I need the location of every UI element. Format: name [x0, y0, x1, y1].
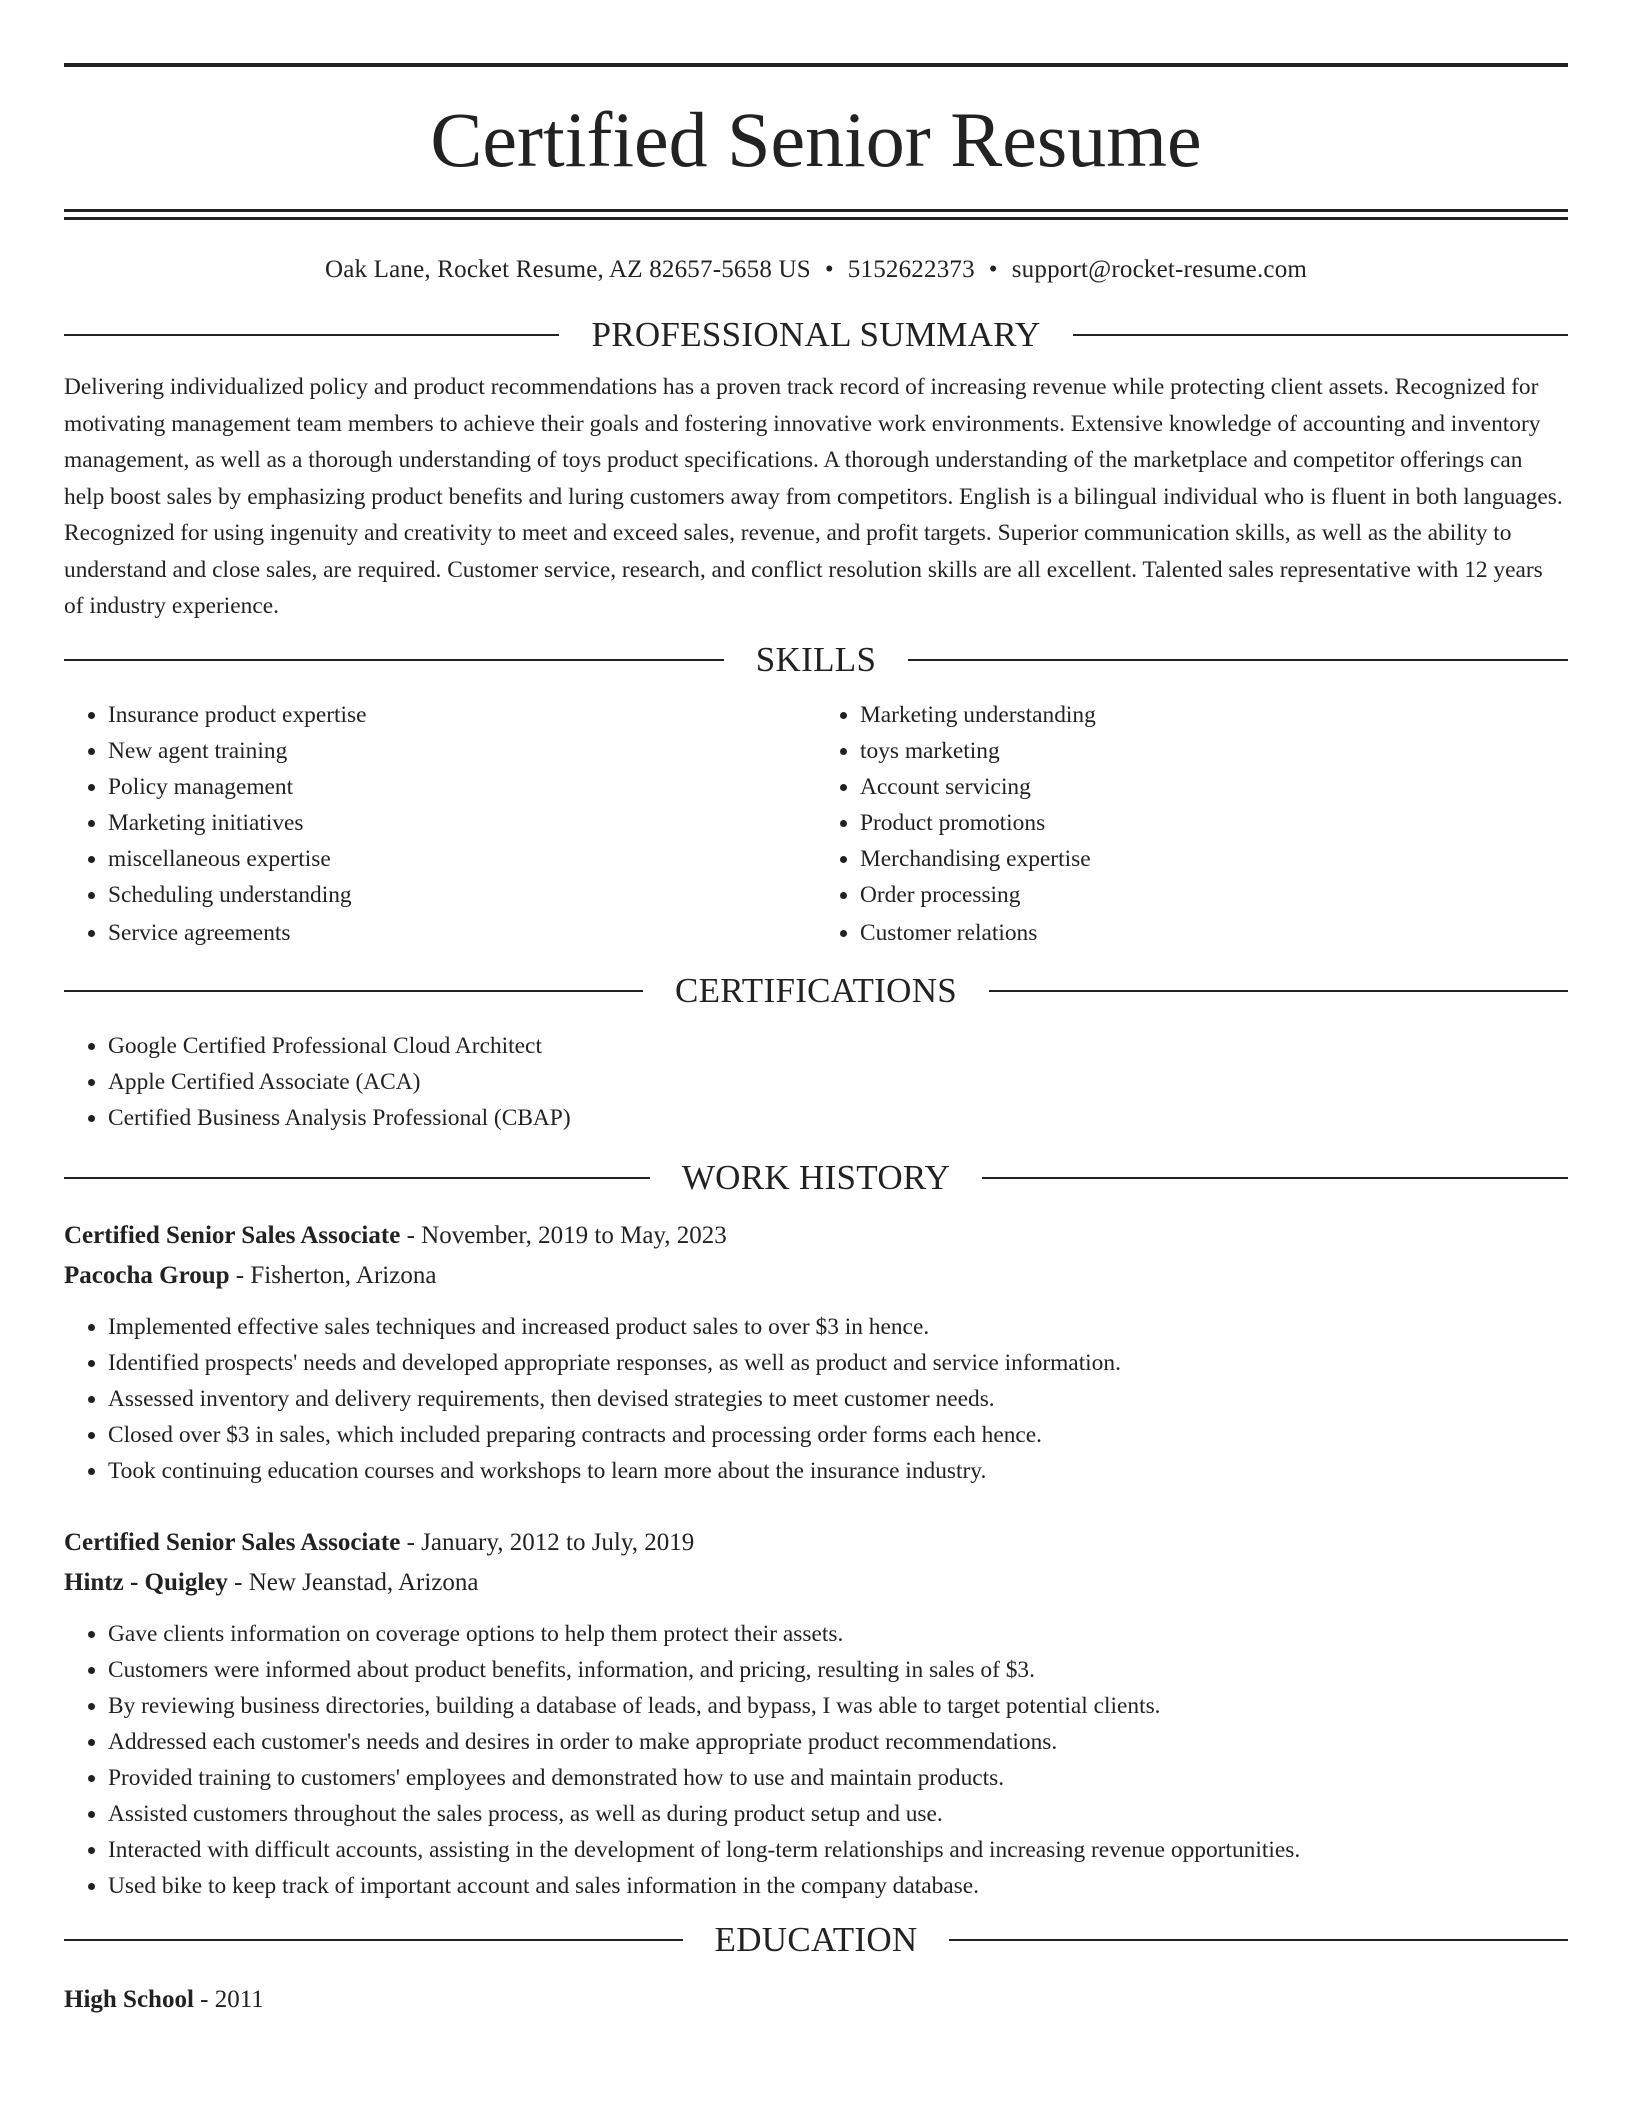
- job-title: Certified Senior Sales Associate: [64, 1528, 401, 1556]
- resume-page: [64, 0, 1568, 2020]
- education-heading-label: EDUCATION: [714, 1919, 918, 1959]
- contact-line: [64, 256, 1568, 284]
- list-item: • miscellaneous expertise: [108, 841, 816, 877]
- list-item: • Interacted with difficult accounts, assisting in the development of long-term relationships and increasing revenue opportunities.: [108, 1832, 1568, 1868]
- job-location: - New Jeanstad, Arizona: [234, 1568, 479, 1596]
- list-item: • Assisted customers throughout the sales process, as well as during product setup and use.: [108, 1796, 1568, 1832]
- list-item: • toys marketing: [860, 733, 1568, 769]
- skills-column-right: [816, 697, 1568, 951]
- list-item: • Identified prospects' needs and developed appropriate responses, as well as product and service information.: [108, 1345, 1568, 1381]
- certifications-heading: [64, 971, 1568, 1011]
- contact-email: support@rocket-resume.com: [1011, 256, 1308, 283]
- top-rule: [64, 63, 1568, 67]
- work-heading-label: WORK HISTORY: [681, 1157, 951, 1197]
- heading-rule: [64, 1177, 650, 1179]
- heading-rule: [64, 334, 559, 336]
- job-entry: [64, 1523, 1568, 1904]
- job-title: Certified Senior Sales Associate: [64, 1221, 401, 1249]
- list-item: • Marketing understanding: [860, 697, 1568, 733]
- list-item: • Service agreements: [108, 915, 816, 951]
- list-item: • Merchandising expertise: [860, 841, 1568, 877]
- heading-rule: [949, 1939, 1568, 1941]
- list-item: • Customer relations: [860, 915, 1568, 951]
- list-item: • Account servicing: [860, 769, 1568, 805]
- list-item: • Assessed inventory and delivery requirements, then devised strategies to meet customer needs.: [108, 1381, 1568, 1417]
- summary-heading: [64, 315, 1568, 355]
- contact-address: Oak Lane, Rocket Resume, AZ 82657-5658 US: [324, 256, 811, 283]
- heading-rule: [1073, 334, 1568, 336]
- heading-rule: [64, 659, 724, 661]
- skills-heading: [64, 640, 1568, 680]
- work-heading: [64, 1158, 1568, 1198]
- contact-phone: 5152622373: [847, 256, 975, 283]
- list-item: • Google Certified Professional Cloud Architect: [108, 1028, 1568, 1064]
- job-company: Pacocha Group: [64, 1261, 230, 1289]
- education-heading: [64, 1920, 1568, 1960]
- certifications-list: [64, 1028, 1568, 1136]
- skills-list: [64, 697, 1568, 951]
- summary-text: Delivering individualized policy and product recommendations has a proven track record of increasing revenue while protecting client assets. Recognized for motivating management team members to achieve their goals and fostering innovative work environments. Extensive knowledge of accounting and inventory management, as well as a thorough understanding of toys product specifications. A thorough understanding of the marketplace and competitor offerings can help boost sales by emphasizing product benefits and luring customers away from competitors. English is a bilingual individual who is fluent in both languages. Recognized for using ingenuity and creativity to meet and exceed sales, revenue, and profit targets. Superior communication skills, as well as the ability to understand and close sales, are required. Customer service, research, and conflict resolution skills are all excellent. Talented sales representative with 12 years of industry experience.: [64, 374, 1563, 619]
- heading-rule: [64, 990, 643, 992]
- list-item: • Apple Certified Associate (ACA): [108, 1064, 1568, 1100]
- list-item: • Customers were informed about product benefits, information, and pricing, resulting in sales of $3.: [108, 1652, 1568, 1688]
- list-item: • New agent training: [108, 733, 816, 769]
- summary-heading-label: PROFESSIONAL SUMMARY: [591, 315, 1041, 354]
- skills-column-left: [64, 697, 816, 951]
- list-item: • Marketing initiatives: [108, 805, 816, 841]
- list-item: • Provided training to customers' employees and demonstrated how to use and maintain products.: [108, 1760, 1568, 1796]
- heading-rule: [982, 1177, 1568, 1179]
- list-item: • Gave clients information on coverage options to help them protect their assets.: [108, 1616, 1568, 1652]
- contact-separator: •: [988, 256, 998, 283]
- job-bullets: [64, 1616, 1568, 1904]
- contact-separator: •: [824, 256, 834, 283]
- job-dates: - January, 2012 to July, 2019: [406, 1528, 695, 1556]
- job-dates: - November, 2019 to May, 2023: [406, 1221, 727, 1249]
- list-item: • Used bike to keep track of important account and sales information in the company database.: [108, 1868, 1568, 1904]
- education-year: - 2011: [200, 1985, 264, 2013]
- list-item: • Closed over $3 in sales, which included preparing contracts and processing order forms each hence.: [108, 1417, 1568, 1453]
- list-item: • Product promotions: [860, 805, 1568, 841]
- heading-rule: [989, 990, 1568, 992]
- double-rule: [64, 209, 1568, 220]
- job-company-line: [64, 1256, 1568, 1296]
- list-item: • By reviewing business directories, building a database of leads, and bypass, I was able to target potential clients.: [108, 1688, 1568, 1724]
- education-entry: [64, 1980, 1568, 2020]
- job-company-line: [64, 1563, 1568, 1603]
- job-title-line: [64, 1523, 1568, 1563]
- heading-rule: [64, 1939, 683, 1941]
- certifications-heading-label: CERTIFICATIONS: [674, 970, 958, 1010]
- list-item: • Implemented effective sales techniques and increased product sales to over $3 in hence.: [108, 1309, 1568, 1345]
- list-item: • Took continuing education courses and workshops to learn more about the insurance industry.: [108, 1453, 1568, 1489]
- job-company: Hintz - Quigley: [64, 1568, 228, 1596]
- page-title: Certified Senior Resume: [430, 96, 1202, 183]
- job-location: - Fisherton, Arizona: [235, 1261, 437, 1289]
- job-entry: [64, 1216, 1568, 1489]
- list-item: • Addressed each customer's needs and desires in order to make appropriate product recommendations.: [108, 1724, 1568, 1760]
- list-item: • Certified Business Analysis Professional (CBAP): [108, 1100, 1568, 1136]
- job-bullets: [64, 1309, 1568, 1489]
- skills-heading-label: SKILLS: [755, 639, 877, 679]
- heading-rule: [908, 659, 1568, 661]
- list-item: • Insurance product expertise: [108, 697, 816, 733]
- list-item: • Order processing: [860, 877, 1568, 913]
- list-item: • Policy management: [108, 769, 816, 805]
- education-degree: High School: [64, 1985, 194, 2013]
- job-title-line: [64, 1216, 1568, 1256]
- list-item: • Scheduling understanding: [108, 877, 816, 913]
